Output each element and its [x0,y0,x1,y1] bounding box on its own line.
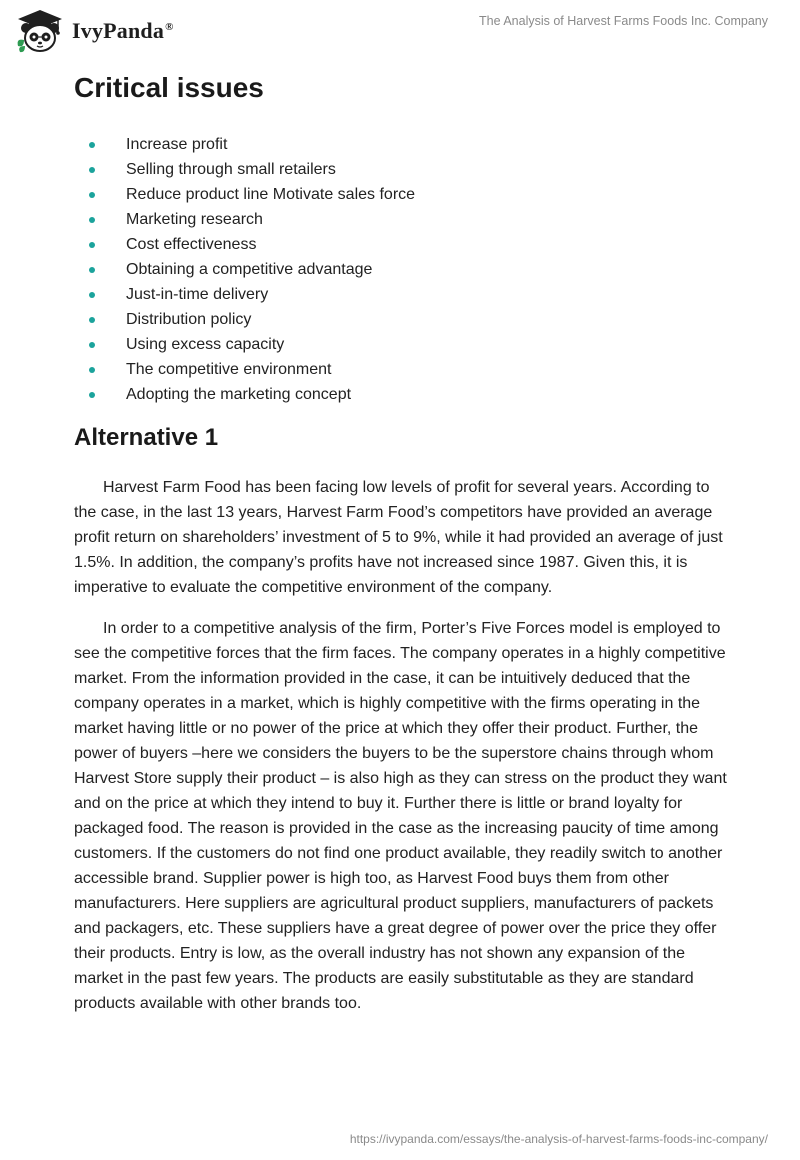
list-item [74,182,415,207]
list-item-text: Reduce product line Motivate sales force [126,186,416,203]
list-item-text: Selling through small retailers [126,161,336,178]
source-url-link[interactable]: https://ivypanda.com/essays/the-analysis-of-harvest-farms-foods-inc-company/ [349,1132,768,1146]
bullet-dot-icon [89,192,95,198]
bullet-dot-icon [89,267,95,273]
critical-issues-list [74,132,415,407]
list-item-text: The competitive environment [126,361,332,378]
bullet-dot-icon [89,317,95,323]
site-logo[interactable] [14,8,174,54]
list-item-text: Marketing research [126,211,263,228]
bullet-dot-icon [89,392,95,398]
document-title: The Analysis of Harvest Farms Foods Inc. Company [479,14,768,28]
alternative-1-heading: Alternative 1 [74,424,219,451]
critical-issues-heading: Critical issues [74,72,264,103]
list-item-text: Distribution policy [126,311,252,328]
list-item-text: Cost effectiveness [126,236,257,253]
bullet-dot-icon [89,167,95,173]
logo-text: IvyPanda® [72,18,174,43]
list-item [74,282,415,307]
bullet-dot-icon [89,217,95,223]
list-item [74,307,415,332]
bullet-dot-icon [89,367,95,373]
list-item [74,382,415,407]
bullet-dot-icon [89,292,95,298]
bullet-dot-icon [89,342,95,348]
list-item [74,232,415,257]
list-item-text: Adopting the marketing concept [126,386,352,403]
list-item [74,157,415,182]
bullet-dot-icon [89,242,95,248]
list-item [74,332,415,357]
list-item-text: Using excess capacity [126,336,285,353]
list-item [74,357,415,382]
body-paragraph: Harvest Farm Food has been facing low levels of profit for several years. According to the case, in the last 13 years, Harvest Farm Food’s competitors have provided an average profit return on shareholders’ investment of 5 to 9%, while it had provided an average of just 1.5%. In addition, the company’s profits have not increased since 1987. Given this, it is imperative to evaluate the competitive environment of the company. [74,479,723,596]
list-item [74,132,415,157]
list-item [74,257,415,282]
body-paragraph: In order to a competitive analysis of the firm, Porter’s Five Forces model is employed to see the competitive forces that the firm faces. The company operates in a highly competitive market. From the information provided in the case, it can be intuitively deduced that the company operates in a market, which is highly competitive with the firms operating in the market having little or no power of the price at which they offer their product. Further, the power of buyers –here we considers the buyers to be the superstore chains through whom Harvest Store supply their product – is also high as they can stress on the product they want and on the price at which they intend to buy it. Further there is little or brand loyalty for packaged food. The reason is provided in the case as the increasing paucity of time among customers. If the customers do not find one product available, they readily switch to another accessible brand. Supplier power is high too, as Harvest Food buys them from other manufacturers. Here suppliers are agricultural product suppliers, manufacturers of packets and packagers, etc. These suppliers have a great degree of power over the price they offer their products. Entry is low, as the overall industry has not shown any expansion of the market in the past few years. The products are easily substitutable as they are standard products available with other brands too. [74,620,727,1012]
panda-graduate-icon [14,8,66,54]
list-item-text: Just-in-time delivery [126,286,269,303]
list-item-text: Obtaining a competitive advantage [126,261,373,278]
bullet-dot-icon [89,142,95,148]
list-item [74,207,415,232]
registered-mark: ® [165,20,174,33]
list-item-text: Increase profit [126,136,228,153]
